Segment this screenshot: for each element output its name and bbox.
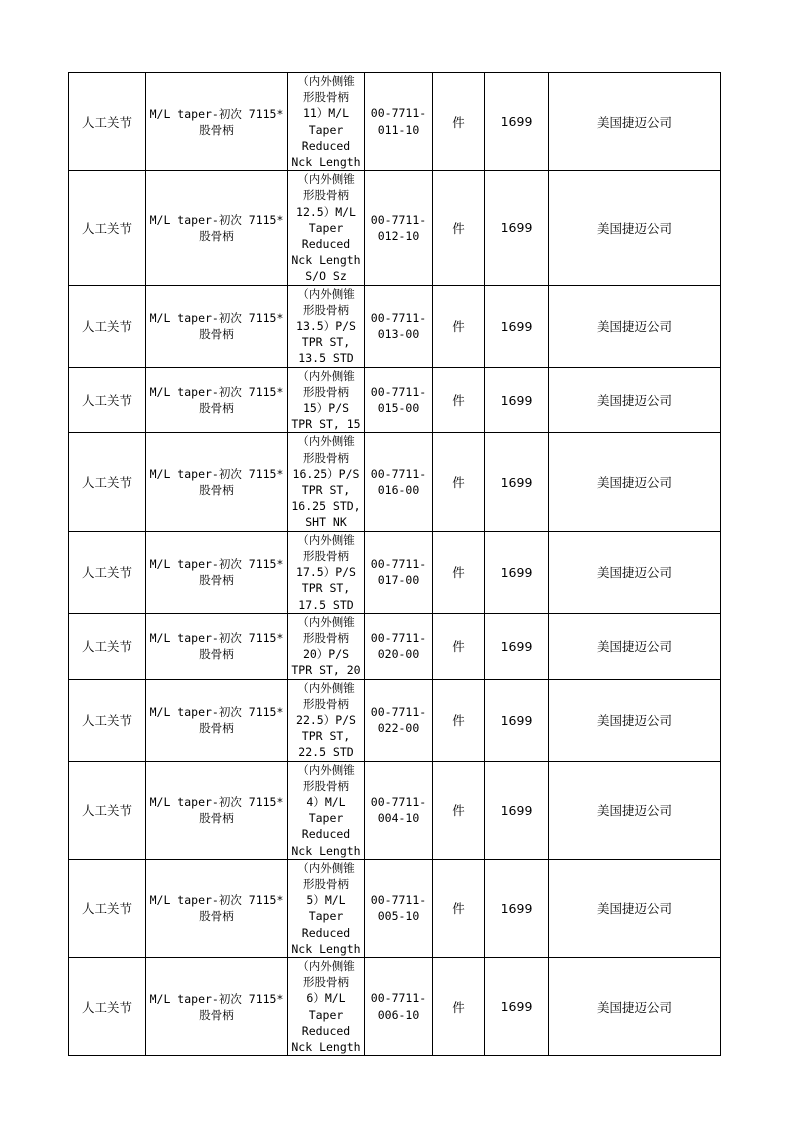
code-cell: 00-7711- 005-10 — [365, 859, 433, 957]
price-cell: 1699 — [485, 859, 549, 957]
code-cell: 00-7711- 017-00 — [365, 531, 433, 613]
code-cell: 00-7711- 011-10 — [365, 73, 433, 171]
category-cell: 人工关节 — [69, 957, 146, 1055]
price-table — [68, 72, 721, 1056]
price-cell: 1699 — [485, 531, 549, 613]
unit-cell: 件 — [433, 73, 485, 171]
spec-cell: （内外侧锥 形股骨柄 6）M/L Taper Reduced Nck Length — [288, 957, 365, 1055]
price-cell: 1699 — [485, 613, 549, 679]
product-cell: M/L taper-初次 7115*股骨柄 — [146, 679, 288, 761]
product-cell: M/L taper-初次 7115*股骨柄 — [146, 613, 288, 679]
code-cell: 00-7711- 004-10 — [365, 761, 433, 859]
category-cell: 人工关节 — [69, 531, 146, 613]
table-row — [69, 171, 721, 285]
unit-cell: 件 — [433, 171, 485, 285]
price-cell: 1699 — [485, 761, 549, 859]
table-row — [69, 761, 721, 859]
manufacturer-cell: 美国捷迈公司 — [549, 957, 721, 1055]
category-cell: 人工关节 — [69, 613, 146, 679]
spec-cell: （内外侧锥 形股骨柄 17.5）P/S TPR ST, 17.5 STD — [288, 531, 365, 613]
spec-cell: （内外侧锥 形股骨柄 16.25）P/S TPR ST, 16.25 STD, SHT NK — [288, 433, 365, 531]
code-cell: 00-7711- 016-00 — [365, 433, 433, 531]
price-cell: 1699 — [485, 285, 549, 367]
table-row — [69, 285, 721, 367]
category-cell: 人工关节 — [69, 761, 146, 859]
price-cell: 1699 — [485, 679, 549, 761]
unit-cell: 件 — [433, 679, 485, 761]
table-row — [69, 433, 721, 531]
code-cell: 00-7711- 020-00 — [365, 613, 433, 679]
product-cell: M/L taper-初次 7115*股骨柄 — [146, 285, 288, 367]
unit-cell: 件 — [433, 433, 485, 531]
table-row — [69, 531, 721, 613]
code-cell: 00-7711- 012-10 — [365, 171, 433, 285]
spec-cell: （内外侧锥 形股骨柄 12.5）M/L Taper Reduced Nck Length S/O Sz — [288, 171, 365, 285]
manufacturer-cell: 美国捷迈公司 — [549, 73, 721, 171]
product-cell: M/L taper-初次 7115*股骨柄 — [146, 859, 288, 957]
price-cell: 1699 — [485, 73, 549, 171]
spec-cell: （内外侧锥 形股骨柄 22.5）P/S TPR ST, 22.5 STD — [288, 679, 365, 761]
product-cell: M/L taper-初次 7115*股骨柄 — [146, 531, 288, 613]
product-cell: M/L taper-初次 7115*股骨柄 — [146, 433, 288, 531]
product-cell: M/L taper-初次 7115*股骨柄 — [146, 73, 288, 171]
spec-cell: （内外侧锥 形股骨柄 5）M/L Taper Reduced Nck Length — [288, 859, 365, 957]
unit-cell: 件 — [433, 531, 485, 613]
manufacturer-cell: 美国捷迈公司 — [549, 367, 721, 433]
spec-cell: （内外侧锥 形股骨柄 15）P/S TPR ST, 15 — [288, 367, 365, 433]
price-cell: 1699 — [485, 367, 549, 433]
unit-cell: 件 — [433, 761, 485, 859]
category-cell: 人工关节 — [69, 367, 146, 433]
code-cell: 00-7711- 015-00 — [365, 367, 433, 433]
table-row — [69, 73, 721, 171]
manufacturer-cell: 美国捷迈公司 — [549, 433, 721, 531]
spec-cell: （内外侧锥 形股骨柄 4）M/L Taper Reduced Nck Length — [288, 761, 365, 859]
product-cell: M/L taper-初次 7115*股骨柄 — [146, 171, 288, 285]
table-row — [69, 859, 721, 957]
category-cell: 人工关节 — [69, 433, 146, 531]
category-cell: 人工关节 — [69, 679, 146, 761]
category-cell: 人工关节 — [69, 73, 146, 171]
category-cell: 人工关节 — [69, 285, 146, 367]
unit-cell: 件 — [433, 367, 485, 433]
table-row — [69, 613, 721, 679]
unit-cell: 件 — [433, 859, 485, 957]
manufacturer-cell: 美国捷迈公司 — [549, 761, 721, 859]
product-cell: M/L taper-初次 7115*股骨柄 — [146, 367, 288, 433]
category-cell: 人工关节 — [69, 859, 146, 957]
spec-cell: （内外侧锥 形股骨柄 13.5）P/S TPR ST, 13.5 STD — [288, 285, 365, 367]
manufacturer-cell: 美国捷迈公司 — [549, 613, 721, 679]
code-cell: 00-7711- 013-00 — [365, 285, 433, 367]
price-cell: 1699 — [485, 171, 549, 285]
manufacturer-cell: 美国捷迈公司 — [549, 531, 721, 613]
price-cell: 1699 — [485, 433, 549, 531]
spec-cell: （内外侧锥 形股骨柄 20）P/S TPR ST, 20 — [288, 613, 365, 679]
table-row — [69, 367, 721, 433]
spec-cell: （内外侧锥 形股骨柄 11）M/L Taper Reduced Nck Length — [288, 73, 365, 171]
table-row — [69, 679, 721, 761]
manufacturer-cell: 美国捷迈公司 — [549, 679, 721, 761]
category-cell: 人工关节 — [69, 171, 146, 285]
manufacturer-cell: 美国捷迈公司 — [549, 859, 721, 957]
code-cell: 00-7711- 022-00 — [365, 679, 433, 761]
product-cell: M/L taper-初次 7115*股骨柄 — [146, 957, 288, 1055]
unit-cell: 件 — [433, 613, 485, 679]
manufacturer-cell: 美国捷迈公司 — [549, 285, 721, 367]
product-cell: M/L taper-初次 7115*股骨柄 — [146, 761, 288, 859]
manufacturer-cell: 美国捷迈公司 — [549, 171, 721, 285]
table-row — [69, 957, 721, 1055]
code-cell: 00-7711- 006-10 — [365, 957, 433, 1055]
unit-cell: 件 — [433, 285, 485, 367]
price-cell: 1699 — [485, 957, 549, 1055]
unit-cell: 件 — [433, 957, 485, 1055]
